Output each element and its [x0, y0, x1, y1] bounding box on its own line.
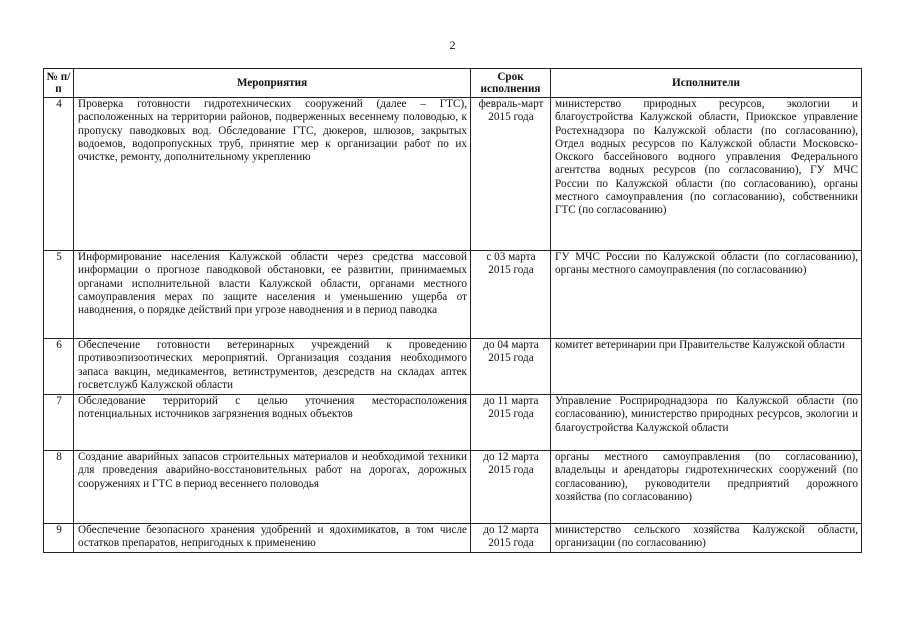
row-executors: министерство природных ресурсов, экологии и благоустройства Калужской области, Приокское управление Ростехнадзора по Калужской области (по согласованию), Отдел водных ресурсов по Калужской области Московско-Окского бассейнового водного управления Федерального агентства водных ресурсов (по согласованию), ГУ МЧС России по Калужской области (по согласованию), органы местного самоуправления (по согласованию), собственники ГТС (по согласованию) — [551, 98, 862, 251]
row-number: 5 — [44, 251, 74, 339]
row-deadline: с 03 марта 2015 года — [471, 251, 551, 339]
header-deadline: Срок исполнения — [471, 69, 551, 98]
row-activity: Создание аварийных запасов строительных материалов и необходимой техники для проведения аварийно-восстановительных работ на дорогах, дорожных сооружениях и ГТС в период весеннего половодья — [74, 451, 471, 524]
row-deadline: февраль-март 2015 года — [471, 98, 551, 251]
row-executors: комитет ветеринарии при Правительстве Калужской области — [551, 339, 862, 395]
table-row — [44, 339, 862, 395]
flood-measures-table — [43, 68, 862, 553]
row-number: 6 — [44, 339, 74, 395]
row-executors: министерство сельского хозяйства Калужской области, организации (по согласованию) — [551, 524, 862, 553]
table-row — [44, 98, 862, 251]
row-activity: Информирование населения Калужской области через средства массовой информации о прогнозе паводковой обстановки, ее развитии, принимаемых органами исполнительной власти Калужской области, органами местного самоуправления мерах по защите населения и уменьшению ущерба от наводнения, о порядке действий при угрозе наводнения и в период паводка — [74, 251, 471, 339]
row-executors: Управление Росприроднадзора по Калужской области (по согласованию), министерство природных ресурсов, экологии и благоустройства Калужской области — [551, 395, 862, 451]
page-number: 2 — [449, 38, 456, 52]
table-row — [44, 451, 862, 524]
row-deadline: до 12 марта 2015 года — [471, 524, 551, 553]
row-deadline: до 12 марта 2015 года — [471, 451, 551, 524]
header-number: № п/п — [44, 69, 74, 98]
row-activity: Обеспечение готовности ветеринарных учреждений к проведению противоэпизоотических мероприятий. Организация создания необходимого запаса вакцин, медикаментов, ветинструментов, дезсредств на складах аптек госветслужб Калужской области — [74, 339, 471, 395]
row-deadline: до 11 марта 2015 года — [471, 395, 551, 451]
row-deadline: до 04 марта 2015 года — [471, 339, 551, 395]
header-executors: Исполнители — [551, 69, 862, 98]
header-activity: Мероприятия — [74, 69, 471, 98]
table-row — [44, 395, 862, 451]
row-number: 4 — [44, 98, 74, 251]
row-executors: ГУ МЧС России по Калужской области (по согласованию), органы местного самоуправления (по согласованию) — [551, 251, 862, 339]
table-row — [44, 251, 862, 339]
table-header-row — [44, 69, 862, 98]
table-row — [44, 524, 862, 553]
row-number: 9 — [44, 524, 74, 553]
row-number: 8 — [44, 451, 74, 524]
row-number: 7 — [44, 395, 74, 451]
row-activity: Обследование территорий с целью уточнения месторасположения потенциальных источников загрязнения водных объектов — [74, 395, 471, 451]
row-activity: Обеспечение безопасного хранения удобрений и ядохимикатов, в том числе остатков препаратов, непригодных к применению — [74, 524, 471, 553]
row-executors: органы местного самоуправления (по согласованию), владельцы и арендаторы гидротехнических сооружений (по согласованию), руководители предприятий дорожного хозяйства (по согласованию) — [551, 451, 862, 524]
row-activity: Проверка готовности гидротехнических сооружений (далее – ГТС), расположенных на территории районов, подверженных весеннему половодью, к пропуску паводковых вод. Обследование ГТС, дюкеров, шлюзов, закрытых водоемов, водопропускных труб, принятие мер к организации работ по их очистке, ремонту, дополнительному укреплению — [74, 98, 471, 251]
